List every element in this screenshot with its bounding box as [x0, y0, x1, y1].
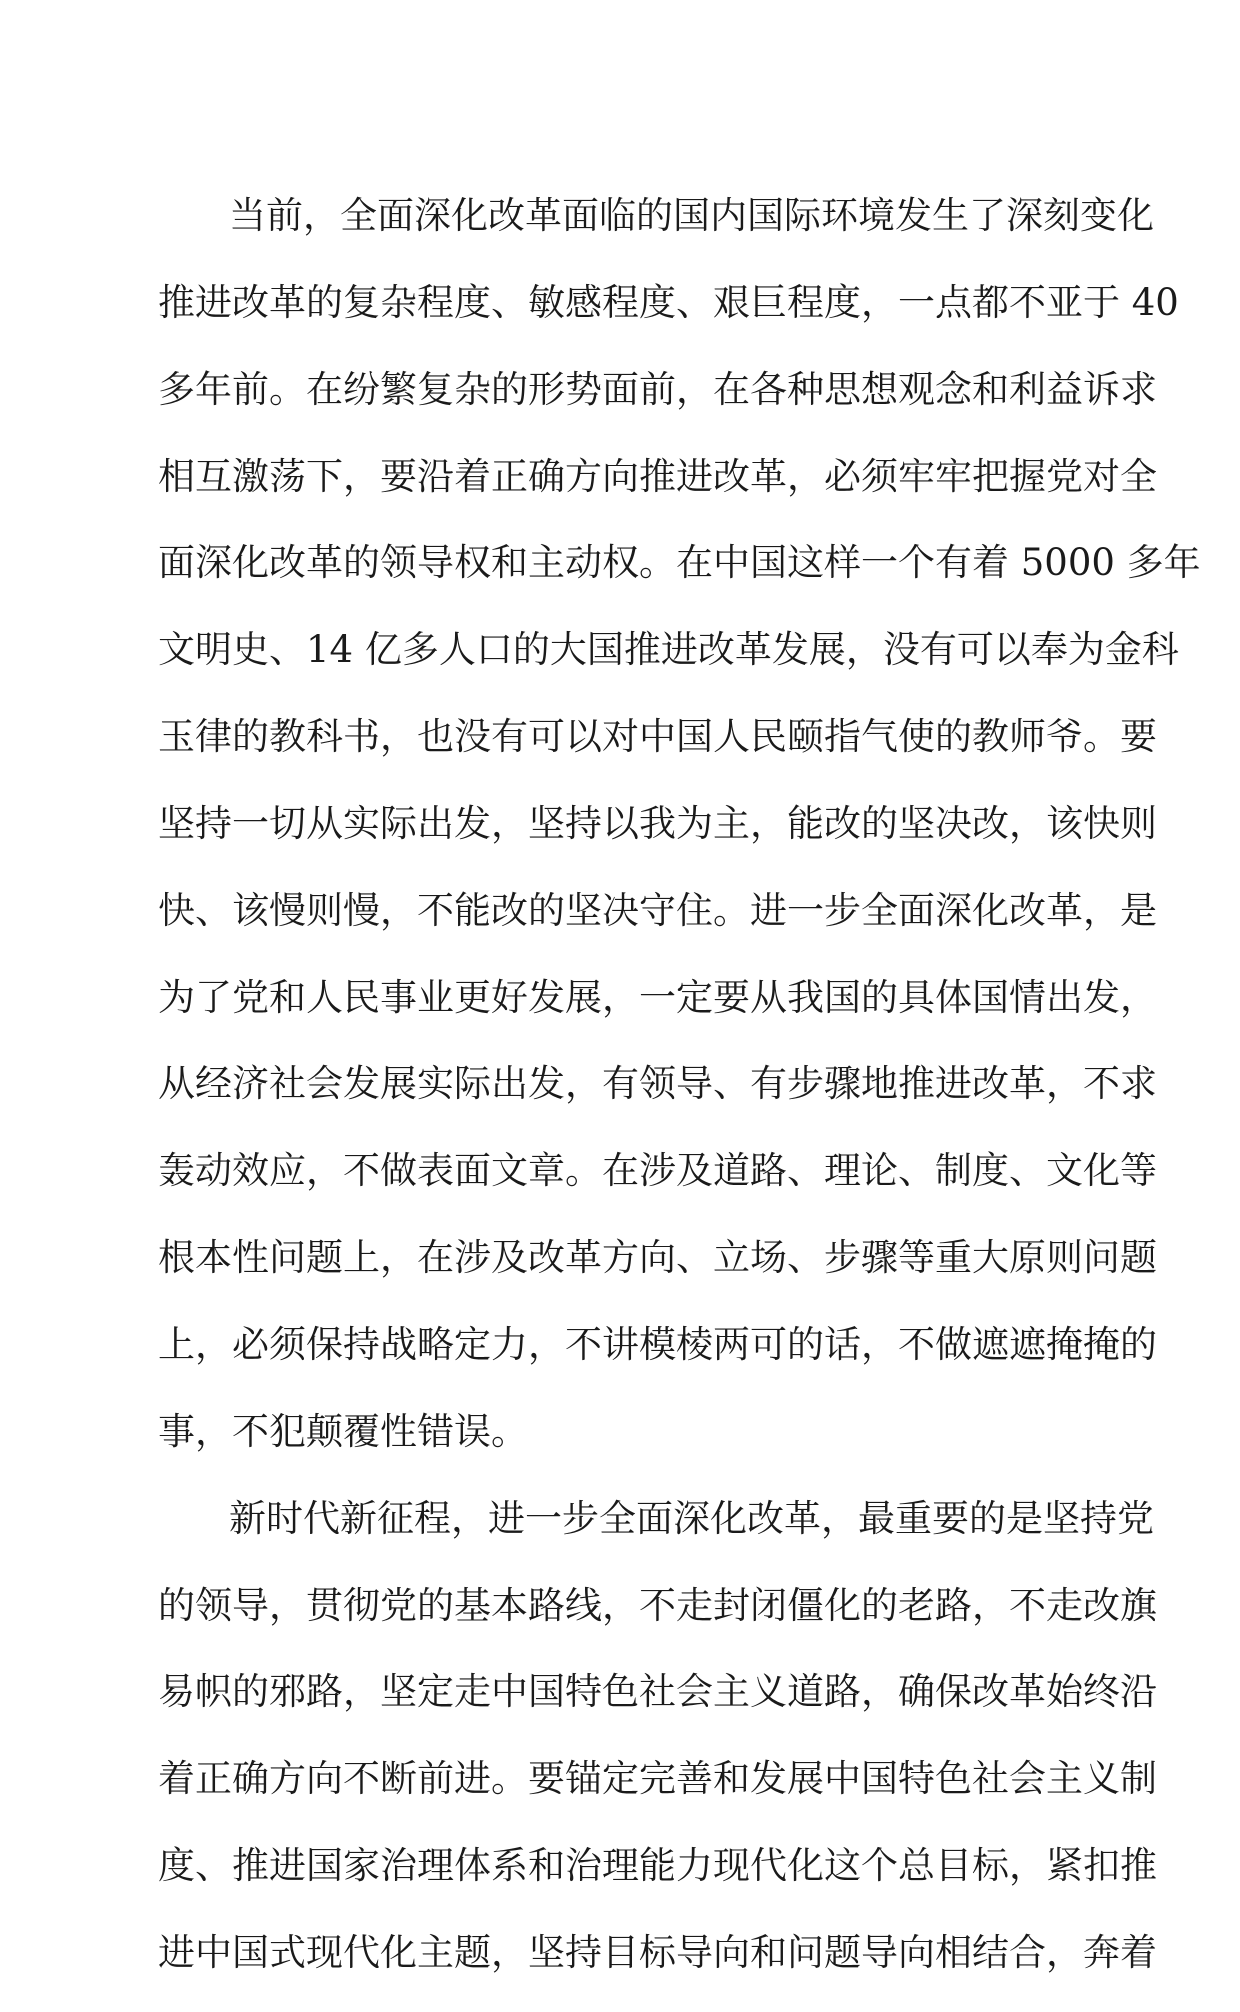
paragraph-2-line-5: 度、推进国家治理体系和治理能力现代化这个总目标，紧扣推: [158, 1844, 1157, 1888]
paragraph-2-line-4: 着正确方向不断前进。要锚定完善和发展中国特色社会主义制: [158, 1757, 1157, 1801]
paragraph-1-line-3: 多年前。在纷繁复杂的形势面前，在各种思想观念和利益诉求: [158, 367, 1157, 411]
paragraph-1-line-7: 玉律的教科书，也没有可以对中国人民颐指气使的教师爷。要: [158, 715, 1157, 759]
paragraph-1-line-6: 文明史、14 亿多人口的大国推进改革发展，没有可以奉为金科: [158, 628, 1179, 672]
body-text: [158, 188, 1201, 2012]
paragraph-2-line-6: 进中国式现代化主题，坚持目标导向和问题导向相结合，奔着: [158, 1930, 1157, 1974]
paragraph-1-line-15: 事，不犯颠覆性错误。: [158, 1409, 528, 1453]
paragraph-1-line-13: 根本性问题上，在涉及改革方向、立场、步骤等重大原则问题: [158, 1236, 1157, 1280]
paragraph-1-line-12: 轰动效应，不做表面文章。在涉及道路、理论、制度、文化等: [158, 1149, 1157, 1193]
paragraph-2-line-2: 的领导，贯彻党的基本路线，不走封闭僵化的老路，不走改旗: [158, 1583, 1157, 1627]
paragraph-1-line-1: 当前，全面深化改革面临的国内国际环境发生了深刻变化: [229, 194, 1154, 237]
paragraph-1-line-14: 上，必须保持战略定力，不讲模棱两可的话，不做遮遮掩掩的: [158, 1322, 1157, 1366]
paragraph-1-line-5: 面深化改革的领导权和主动权。在中国这样一个有着 5000 多年: [158, 541, 1201, 585]
paragraph-1-line-8: 坚持一切从实际出发，坚持以我为主，能改的坚决改，该快则: [158, 801, 1157, 845]
paragraph-1-line-10: 为了党和人民事业更好发展，一定要从我国的具体国情出发，: [158, 975, 1157, 1019]
paragraph-2-line-1: 新时代新征程，进一步全面深化改革，最重要的是坚持党: [229, 1496, 1154, 1540]
paragraph-1-line-9: 快、该慢则慢，不能改的坚决守住。进一步全面深化改革，是: [158, 888, 1157, 932]
paragraph-1-line-11: 从经济社会发展实际出发，有领导、有步骤地推进改革，不求: [158, 1062, 1157, 1106]
paragraph-2-line-3: 易帜的邪路，坚定走中国特色社会主义道路，确保改革始终沿: [158, 1670, 1157, 1714]
paragraph-1-line-2: 推进改革的复杂程度、敏感程度、艰巨程度，一点都不亚于 40: [158, 280, 1179, 324]
paragraph-1-line-4: 相互激荡下，要沿着正确方向推进改革，必须牢牢把握党对全: [158, 454, 1157, 498]
